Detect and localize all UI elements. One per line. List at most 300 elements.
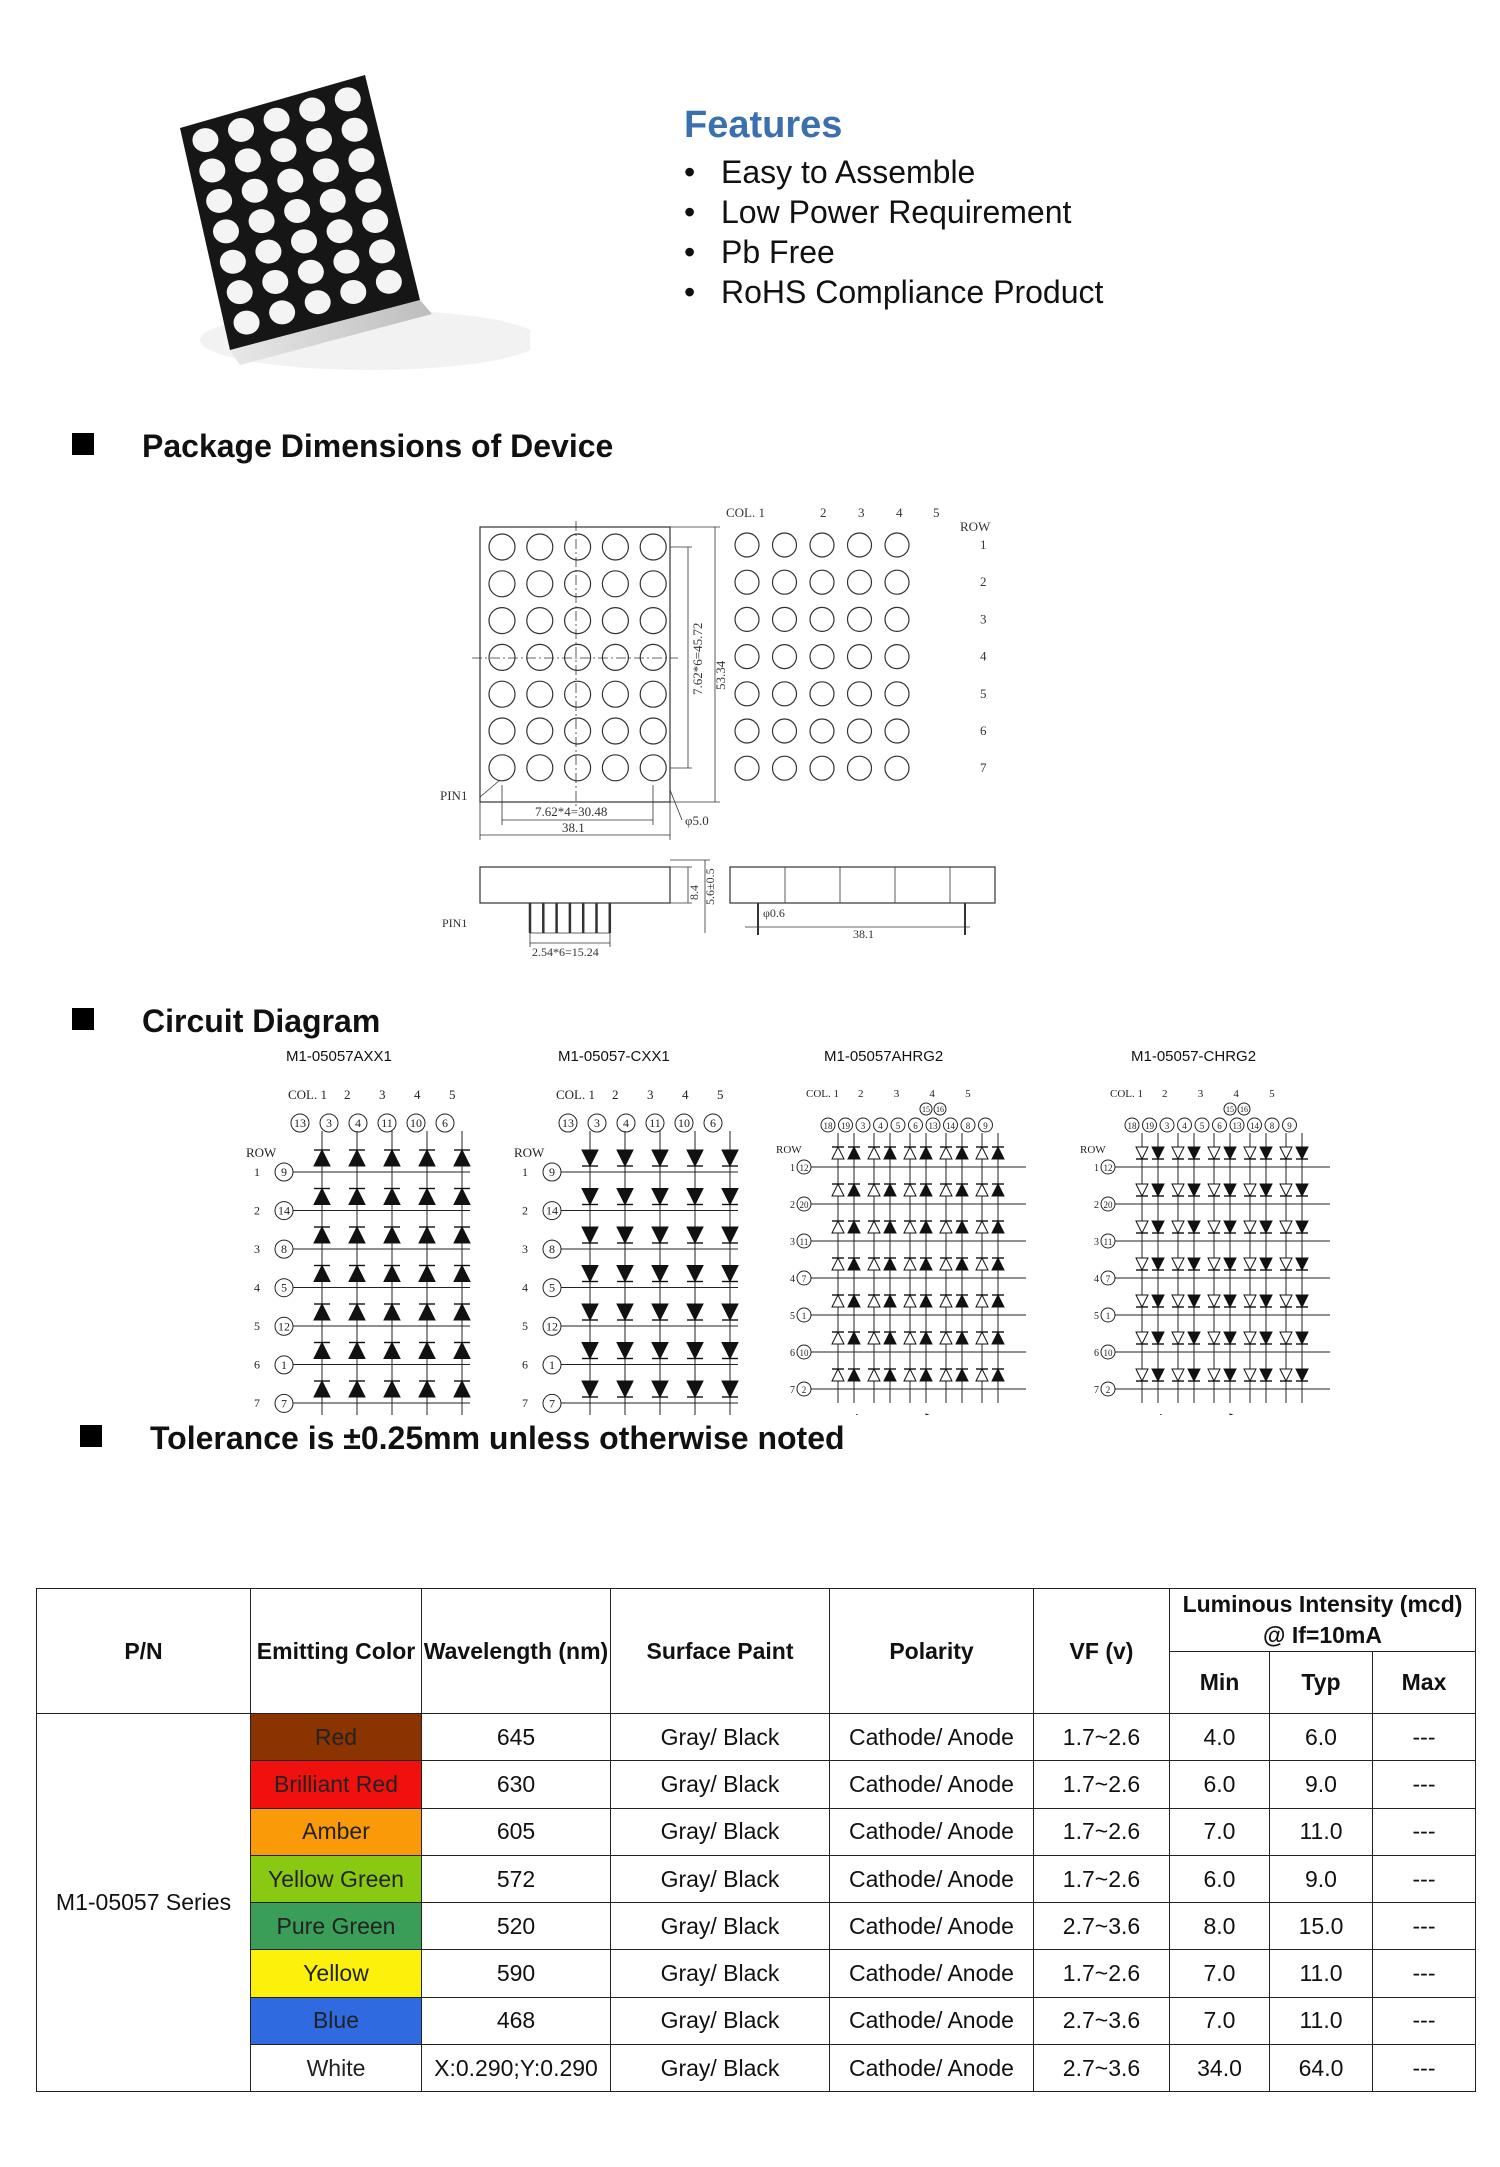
led-diode-icon	[904, 1369, 916, 1381]
led-diode-icon	[419, 1266, 435, 1282]
right-view-rows	[980, 537, 987, 775]
right-dot	[885, 682, 909, 706]
led-diode-icon	[884, 1221, 896, 1233]
spec-table-body	[37, 1714, 1476, 2092]
led-diode-icon	[920, 1332, 932, 1344]
led-diode-icon	[1280, 1258, 1292, 1270]
bullet-square-icon	[80, 1425, 102, 1447]
table-row	[37, 1855, 1476, 1902]
circuit-pin-number: 1	[281, 1357, 287, 1372]
right-dot	[848, 719, 872, 743]
emitting-color-cell: Pure Green	[251, 1903, 422, 1950]
surface-paint-cell: Gray/ Black	[611, 1714, 830, 1761]
led-diode-icon	[384, 1343, 400, 1359]
typ-cell: 9.0	[1270, 1761, 1373, 1808]
max-cell: ---	[1373, 1714, 1476, 1761]
led-diode-icon	[384, 1150, 400, 1166]
circuit-row-number: 4	[790, 1274, 795, 1285]
front-view-dots	[489, 534, 666, 781]
led-diode-icon	[1152, 1147, 1164, 1159]
right-view-dots	[735, 533, 909, 780]
led-diode-icon	[848, 1147, 860, 1159]
circuit-row-label: ROW	[776, 1144, 802, 1156]
led-diode-icon	[940, 1295, 952, 1307]
led-diode-icon	[582, 1227, 598, 1243]
min-cell: 7.0	[1170, 1950, 1270, 1997]
circuit-pin-number: 15	[922, 1105, 930, 1114]
circuit-pin-number: 5	[895, 1121, 901, 1131]
led-diode-icon	[617, 1227, 633, 1243]
circuit-pin-number: 8	[281, 1242, 287, 1257]
circuit-pin-number: 3	[594, 1116, 600, 1130]
min-cell: 6.0	[1170, 1855, 1270, 1902]
circuit-pin-number: 2	[1105, 1385, 1111, 1395]
circuit-diagram-bicolor-cathode	[1080, 1045, 1350, 1415]
led-diode-icon	[1296, 1332, 1308, 1344]
circuit-pin-number: 10	[799, 1348, 809, 1358]
led-diode-icon	[1136, 1369, 1148, 1381]
emitting-color-cell: Blue	[251, 1997, 422, 2044]
circuit-row-number: 5	[1094, 1311, 1099, 1322]
col-number: 2	[820, 505, 827, 520]
circuit-pin-number: 12	[546, 1319, 558, 1334]
led-diode-icon	[1172, 1184, 1184, 1196]
front-dot	[640, 755, 666, 781]
circuit-pin-number: 4	[1182, 1121, 1187, 1131]
circuit-pin-number: 9	[1287, 1121, 1292, 1131]
circuit-col-number: 4	[414, 1087, 421, 1102]
circuit-pin-number: 14	[278, 1203, 290, 1218]
circuit-pin-number: 16	[1240, 1105, 1248, 1114]
led-diode-icon	[1296, 1369, 1308, 1381]
led-diode-icon	[722, 1189, 738, 1205]
circuit-col-number: 5	[449, 1087, 456, 1102]
circuit-row-label: ROW	[514, 1145, 545, 1160]
led-dot	[306, 128, 332, 152]
right-dot	[848, 756, 872, 780]
pin1-label: PIN1	[440, 788, 468, 803]
typ-cell: 9.0	[1270, 1855, 1373, 1902]
right-dot	[735, 607, 759, 631]
front-dot	[565, 644, 591, 670]
led-dot	[305, 290, 331, 314]
typ-cell: 11.0	[1270, 1997, 1373, 2044]
green-diode-legend-icon	[926, 1414, 938, 1415]
right-dot	[848, 645, 872, 669]
led-diode-icon	[722, 1343, 738, 1359]
front-dot	[489, 681, 515, 707]
led-dot	[255, 240, 281, 264]
tolerance-text: Tolerance is ±0.25mm unless otherwise noted	[150, 1420, 845, 1456]
circuit-row-number: 3	[522, 1242, 528, 1256]
surface-paint-cell: Gray/ Black	[611, 1855, 830, 1902]
min-cell: 7.0	[1170, 1808, 1270, 1855]
led-diode-icon	[904, 1258, 916, 1270]
circuit-pin-number: 8	[549, 1242, 555, 1257]
right-dot	[885, 533, 909, 557]
led-diode-icon	[384, 1381, 400, 1397]
circuit-row-number: 4	[1094, 1274, 1099, 1285]
led-diode-icon	[920, 1369, 932, 1381]
led-diode-icon	[1188, 1221, 1200, 1233]
right-dot	[848, 682, 872, 706]
led-diode-icon	[904, 1147, 916, 1159]
front-dot	[640, 681, 666, 707]
led-diode-icon	[314, 1150, 330, 1166]
polarity-cell: Cathode/ Anode	[830, 1808, 1034, 1855]
table-row	[37, 1950, 1476, 1997]
led-diode-icon	[976, 1332, 988, 1344]
circuit-pin-number: 4	[878, 1121, 883, 1131]
circuit-row-number: 4	[254, 1280, 260, 1295]
led-diode-icon	[454, 1150, 470, 1166]
led-diode-icon	[904, 1295, 916, 1307]
circuit-pin-number: 6	[710, 1116, 716, 1130]
vf-cell: 1.7~2.6	[1034, 1761, 1170, 1808]
led-diode-icon	[992, 1295, 1004, 1307]
col-number: 3	[858, 505, 865, 520]
min-cell: 34.0	[1170, 2045, 1270, 2092]
led-dot	[228, 118, 254, 142]
led-diode-icon	[384, 1304, 400, 1320]
led-diode-icon	[976, 1258, 988, 1270]
circuit-pin-number: 13	[294, 1116, 306, 1130]
front-dot	[602, 718, 628, 744]
table-row	[37, 1761, 1476, 1808]
right-dot	[885, 719, 909, 743]
led-diode-icon	[722, 1266, 738, 1282]
wavelength-cell: X:0.290;Y:0.290	[422, 2045, 611, 2092]
circuit-col-number: 4	[682, 1087, 689, 1102]
front-dot	[602, 644, 628, 670]
wavelength-cell: 468	[422, 1997, 611, 2044]
series-cell: M1-05057 Series	[37, 1714, 251, 2092]
header-wavelength: Wavelength (nm)	[422, 1589, 611, 1714]
led-diode-icon	[349, 1227, 365, 1243]
led-diode-icon	[992, 1221, 1004, 1233]
right-dot	[773, 756, 797, 780]
led-diode-icon	[314, 1381, 330, 1397]
led-diode-icon	[1260, 1332, 1272, 1344]
row-number: 7	[980, 760, 987, 776]
led-diode-icon	[722, 1150, 738, 1166]
tolerance-note	[80, 1420, 845, 1457]
spec-table	[36, 1588, 1476, 2092]
led-diode-icon	[920, 1295, 932, 1307]
led-diode-icon	[1280, 1332, 1292, 1344]
led-diode-icon	[419, 1304, 435, 1320]
circuit-pin-number: 12	[1103, 1163, 1113, 1173]
dim-pin-diameter: φ0.6	[763, 906, 785, 920]
led-diode-icon	[1208, 1258, 1220, 1270]
led-dot	[227, 280, 253, 304]
led-diode-icon	[1244, 1332, 1256, 1344]
led-diode-icon	[384, 1189, 400, 1205]
front-dot	[565, 681, 591, 707]
led-diode-icon	[314, 1227, 330, 1243]
circuit-row-number: 6	[254, 1357, 260, 1372]
led-diode-icon	[1296, 1258, 1308, 1270]
row-number: 2	[980, 574, 987, 590]
max-cell: ---	[1373, 1997, 1476, 2044]
led-dot	[264, 108, 290, 132]
led-diode-icon	[722, 1227, 738, 1243]
front-dot	[489, 718, 515, 744]
circuit-diagram-bicolor-anode	[776, 1045, 1046, 1415]
led-diode-icon	[687, 1227, 703, 1243]
dim-height: 53.34	[713, 660, 728, 690]
led-diode-icon	[1224, 1221, 1236, 1233]
led-diode-icon	[314, 1304, 330, 1320]
circuit-pin-number: 9	[983, 1121, 988, 1131]
led-diode-icon	[976, 1184, 988, 1196]
circuit-section-heading	[72, 1003, 380, 1040]
led-diode-icon	[884, 1295, 896, 1307]
led-diode-icon	[1172, 1295, 1184, 1307]
led-diode-icon	[349, 1381, 365, 1397]
front-dot	[602, 608, 628, 634]
front-dot	[565, 755, 591, 781]
typ-cell: 15.0	[1270, 1903, 1373, 1950]
circuit-row-number: 1	[254, 1165, 260, 1179]
row-number: 4	[980, 648, 987, 664]
bullet-square-icon	[72, 1008, 94, 1030]
circuit-pin-number: 3	[1164, 1121, 1170, 1131]
led-dot	[313, 158, 339, 182]
dim-pin-length: 5.6±0.5	[703, 868, 717, 905]
led-diode-icon	[1296, 1147, 1308, 1159]
led-diode-icon	[940, 1221, 952, 1233]
min-cell: 7.0	[1170, 1997, 1270, 2044]
led-dot	[348, 148, 374, 172]
wavelength-cell: 590	[422, 1950, 611, 1997]
led-diode-icon	[884, 1184, 896, 1196]
red-diode-legend-icon	[856, 1414, 868, 1415]
led-diode-icon	[1208, 1147, 1220, 1159]
dim-side-width: 38.1	[853, 927, 874, 941]
led-diode-icon	[652, 1304, 668, 1320]
led-diode-icon	[868, 1221, 880, 1233]
circuit-pin-number: 3	[860, 1121, 866, 1131]
feature-item: • Easy to Assemble	[684, 152, 1103, 192]
wavelength-cell: 520	[422, 1903, 611, 1950]
circuit-pin-number: 13	[928, 1121, 938, 1131]
led-dot	[270, 138, 296, 162]
circuit-pin-number: 14	[546, 1203, 558, 1218]
led-diode-icon	[940, 1332, 952, 1344]
circuit-pin-number: 7	[1105, 1274, 1111, 1284]
product-photo	[170, 50, 530, 390]
led-diode-icon	[1172, 1221, 1184, 1233]
feature-item: • Pb Free	[684, 232, 1103, 272]
led-diode-icon	[976, 1147, 988, 1159]
led-diode-icon	[1224, 1258, 1236, 1270]
led-diode-icon	[687, 1266, 703, 1282]
led-diode-icon	[384, 1266, 400, 1282]
circuit-row-number: 3	[790, 1237, 795, 1248]
led-dot	[327, 219, 353, 243]
circuit-pin-number: 7	[281, 1396, 287, 1411]
led-diode-icon	[454, 1381, 470, 1397]
front-dot	[527, 534, 553, 560]
dim-pitch-v: 7.62*6=45.72	[690, 622, 705, 695]
led-diode-icon	[992, 1184, 1004, 1196]
circuit-title: M1-05057AHRG2	[824, 1048, 944, 1065]
led-dot	[262, 270, 288, 294]
led-diode-icon	[1244, 1369, 1256, 1381]
right-dot	[735, 756, 759, 780]
led-dot	[242, 179, 268, 203]
row-number: 1	[980, 537, 987, 552]
led-diode-icon	[920, 1147, 932, 1159]
circuit-pin-number: 18	[823, 1121, 833, 1131]
led-diode-icon	[1280, 1147, 1292, 1159]
led-diode-icon	[722, 1381, 738, 1397]
circuit-row-number: 2	[1094, 1200, 1099, 1211]
circuit-row-number: 6	[790, 1348, 795, 1359]
circuit-title: M1-05057-CXX1	[558, 1048, 670, 1065]
led-diode-icon	[349, 1266, 365, 1282]
circuit-pin-number: 9	[281, 1165, 287, 1179]
front-dot	[565, 534, 591, 560]
right-dot	[810, 570, 834, 594]
front-dot	[527, 571, 553, 597]
led-diode-icon	[1136, 1332, 1148, 1344]
led-diode-icon	[940, 1184, 952, 1196]
feature-item: • RoHS Compliance Product	[684, 272, 1103, 312]
dim-depth: 8.4	[687, 885, 701, 900]
circuit-col-label: COL. 1	[806, 1088, 839, 1100]
header-vf: VF (v)	[1034, 1589, 1170, 1714]
front-dot	[527, 718, 553, 744]
led-diode-icon	[1136, 1147, 1148, 1159]
led-diode-icon	[582, 1189, 598, 1205]
led-diode-icon	[832, 1295, 844, 1307]
surface-paint-cell: Gray/ Black	[611, 2045, 830, 2092]
led-diode-icon	[848, 1184, 860, 1196]
front-dot	[489, 644, 515, 670]
led-diode-icon	[832, 1184, 844, 1196]
right-dot	[735, 533, 759, 557]
front-dot	[640, 534, 666, 560]
led-diode-icon	[920, 1258, 932, 1270]
led-diode-icon	[652, 1150, 668, 1166]
circuit-pin-number: 9	[549, 1165, 555, 1179]
led-diode-icon	[1208, 1184, 1220, 1196]
right-dot	[735, 682, 759, 706]
led-diode-icon	[384, 1227, 400, 1243]
led-diode-icon	[617, 1343, 633, 1359]
header-emitting-color: Emitting Color	[251, 1589, 422, 1714]
circuit-section-title: Circuit Diagram	[142, 1003, 381, 1039]
circuit-pin-number: 11	[381, 1116, 393, 1130]
led-diode-icon	[314, 1189, 330, 1205]
led-diode-icon	[617, 1381, 633, 1397]
features-list	[684, 152, 1103, 312]
led-diode-icon	[1136, 1258, 1148, 1270]
right-dot	[885, 756, 909, 780]
led-diode-icon	[956, 1147, 968, 1159]
front-dot	[527, 755, 553, 781]
led-diode-icon	[868, 1332, 880, 1344]
led-diode-icon	[617, 1266, 633, 1282]
led-diode-icon	[1260, 1258, 1272, 1270]
circuit-row-number: 6	[1094, 1348, 1099, 1359]
led-diode-icon	[1280, 1184, 1292, 1196]
polarity-cell: Cathode/ Anode	[830, 1714, 1034, 1761]
led-diode-icon	[687, 1343, 703, 1359]
front-dot	[489, 608, 515, 634]
led-diode-icon	[832, 1258, 844, 1270]
led-diode-icon	[419, 1227, 435, 1243]
led-diode-icon	[617, 1304, 633, 1320]
circuit-pin-number: 6	[913, 1121, 918, 1131]
circuit-diagram-common-cathode	[508, 1045, 768, 1415]
led-diode-icon	[992, 1147, 1004, 1159]
front-view-outline	[480, 527, 670, 802]
circuit-pin-number: 1	[1105, 1311, 1111, 1321]
led-diode-icon	[1152, 1369, 1164, 1381]
led-diode-icon	[1260, 1295, 1272, 1307]
dim-pitch-h: 7.62*4=30.48	[535, 804, 608, 819]
circuit-col-number: 4	[1233, 1088, 1239, 1100]
led-diode-icon	[868, 1295, 880, 1307]
circuit-col-label: COL. 1	[288, 1087, 327, 1102]
led-diode-icon	[582, 1150, 598, 1166]
front-dot	[640, 571, 666, 597]
circuit-pin-number: 8	[1269, 1121, 1275, 1131]
circuit-pin-number: 10	[410, 1116, 422, 1130]
led-diode-icon	[992, 1369, 1004, 1381]
red-diode-legend-icon	[1160, 1414, 1172, 1415]
circuit-pin-number: 16	[936, 1105, 944, 1114]
circuit-row-number: 7	[1094, 1385, 1099, 1396]
vf-cell: 1.7~2.6	[1034, 1950, 1170, 1997]
vf-cell: 2.7~3.6	[1034, 1903, 1170, 1950]
led-diode-icon	[1244, 1147, 1256, 1159]
circuit-title: M1-05057-CHRG2	[1131, 1048, 1257, 1065]
green-diode-legend-icon	[1230, 1414, 1242, 1415]
led-diode-icon	[1188, 1258, 1200, 1270]
led-diode-icon	[1260, 1369, 1272, 1381]
max-cell: ---	[1373, 1950, 1476, 1997]
circuit-pin-number: 18	[1127, 1121, 1137, 1131]
led-diode-icon	[884, 1369, 896, 1381]
table-row	[37, 1808, 1476, 1855]
led-diode-icon	[1260, 1221, 1272, 1233]
led-dot	[369, 239, 395, 263]
led-diode-icon	[1152, 1184, 1164, 1196]
vf-cell: 1.7~2.6	[1034, 1714, 1170, 1761]
row-number: 6	[980, 723, 987, 738]
circuit-row-number: 7	[522, 1396, 528, 1410]
front-dot	[602, 571, 628, 597]
circuit-row-number: 6	[522, 1357, 528, 1372]
led-diode-icon	[1280, 1295, 1292, 1307]
circuit-row-number: 4	[522, 1280, 528, 1295]
led-diode-icon	[1188, 1332, 1200, 1344]
led-diode-icon	[976, 1295, 988, 1307]
led-diode-icon	[1136, 1221, 1148, 1233]
circuit-col-number: 2	[612, 1087, 619, 1102]
circuit-pin-number: 11	[649, 1116, 661, 1130]
led-diode-icon	[1280, 1221, 1292, 1233]
max-cell: ---	[1373, 1761, 1476, 1808]
right-dot	[885, 645, 909, 669]
led-diode-icon	[1296, 1184, 1308, 1196]
led-diode-icon	[868, 1147, 880, 1159]
circuit-col-label: COL. 1	[556, 1087, 595, 1102]
